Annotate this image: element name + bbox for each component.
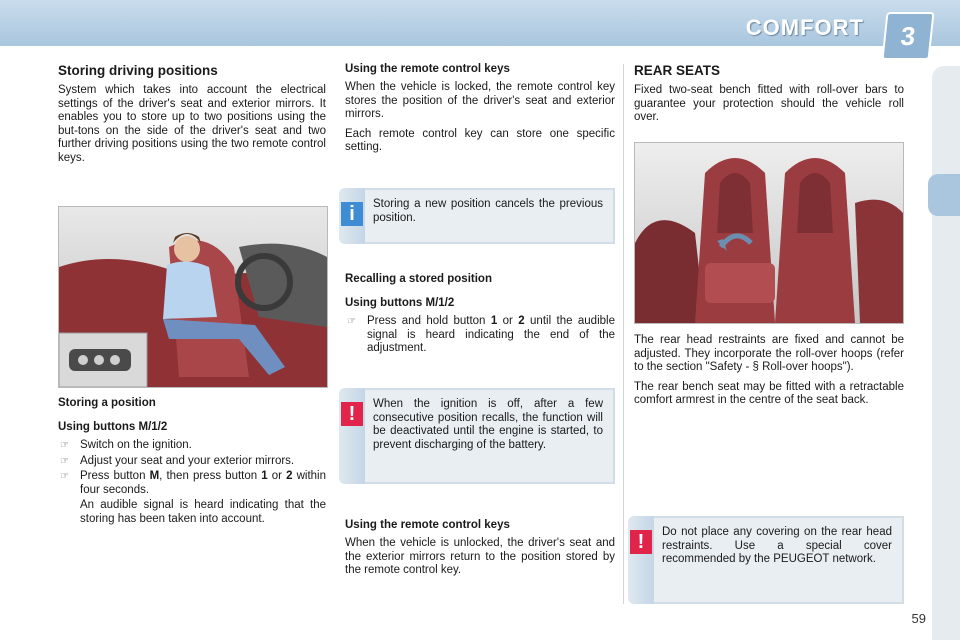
rear-intro: Fixed two-seat bench fitted with roll-over bars to guarantee your protection should the vehicle roll over. (634, 84, 904, 123)
warning-note-ignition (339, 388, 615, 484)
list-item: ☞ Adjust your seat and your exterior mirrors. (60, 454, 295, 467)
warning-icon: ! (630, 530, 652, 554)
list-item: ☞ Switch on the ignition. (60, 439, 192, 451)
warning-note-text: When the ignition is off, after a few consecutive position recalls, the function will be deactivated until the engine is started, to prevent discharging of the battery. (365, 388, 615, 484)
rear-text-1: The rear head restraints are fixed and cannot be adjusted. They incorporate the roll-over hoops (refer to the section "Safety - § Roll-over hoops"). (634, 334, 904, 373)
warning-icon: ! (341, 402, 363, 426)
section-title: Storing driving positions (58, 63, 218, 78)
buttons-heading: Using buttons M/1/2 (58, 421, 168, 433)
driver-seat-illustration (59, 207, 327, 387)
column-divider (623, 64, 624, 604)
remote2-heading: Using the remote control keys (345, 519, 510, 531)
middle-column (345, 63, 615, 155)
chapter-title: COMFORT (745, 15, 864, 40)
side-tab[interactable] (928, 174, 960, 216)
driver-seat-figure (58, 206, 328, 388)
info-note (339, 188, 615, 244)
right-column (634, 63, 904, 125)
info-icon: i (341, 202, 363, 226)
rear-details (634, 334, 904, 408)
remote-text-2: Each remote control key can store one specific setting. (345, 127, 615, 153)
remote-heading: Using the remote control keys (345, 63, 510, 75)
chapter-number-badge: 3 (881, 12, 934, 60)
intro-text: System which takes into account the electrical settings of the driver's seat and exterior mirrors. It enables you to store up to two positions using the but-tons on the side of the driver's seat and two further driving positions using the two remote control keys. (58, 84, 326, 164)
storing-section (58, 397, 326, 526)
rear-seats-title: REAR SEATS (634, 63, 721, 78)
hand-pointer-icon: ☞ (60, 471, 69, 482)
hand-pointer-icon: ☞ (60, 440, 69, 451)
list-item: ☞ Press and hold button 1 or 2 until the audible signal is heard indicating the end of the adjustment. (347, 315, 615, 354)
side-strip (932, 66, 960, 640)
buttons-heading: Using buttons M/1/2 (345, 297, 455, 309)
remote-text-1: When the vehicle is locked, the remote control key stores the position of the driver's seat and exterior mirrors. (345, 81, 615, 120)
storing-heading: Storing a position (58, 397, 156, 409)
storing-steps (58, 439, 326, 497)
left-column (58, 63, 326, 165)
page-number: 59 (911, 611, 926, 626)
warning-note-text: Do not place any covering on the rear head restraints. Use a special cover recommended by the PEUGEOT network. (654, 516, 904, 604)
recall-section (345, 273, 615, 358)
hand-pointer-icon: ☞ (60, 455, 69, 467)
recall-heading: Recalling a stored position (345, 273, 492, 285)
rear-text-2: The rear bench seat may be fitted with a retractable comfort armrest in the centre of the seat back. (634, 380, 904, 406)
remote-unlock-section (345, 519, 615, 578)
list-item: ☞ Press button M, then press button 1 or 2 within four seconds. (60, 470, 327, 496)
rear-seat-illustration (635, 143, 903, 323)
remote2-text: When the vehicle is unlocked, the driver's seat and the exterior mirrors return to the position stored by the remote control key. (345, 537, 615, 576)
info-note-text: Storing a new position cancels the previous position. (365, 188, 615, 244)
warning-note-restraints (628, 516, 904, 604)
recall-steps (345, 315, 615, 356)
rear-seat-figure (634, 142, 904, 324)
hand-pointer-icon: ☞ (347, 316, 356, 327)
audible-text: An audible signal is heard indicating that the storing has been taken into account. (80, 499, 326, 525)
